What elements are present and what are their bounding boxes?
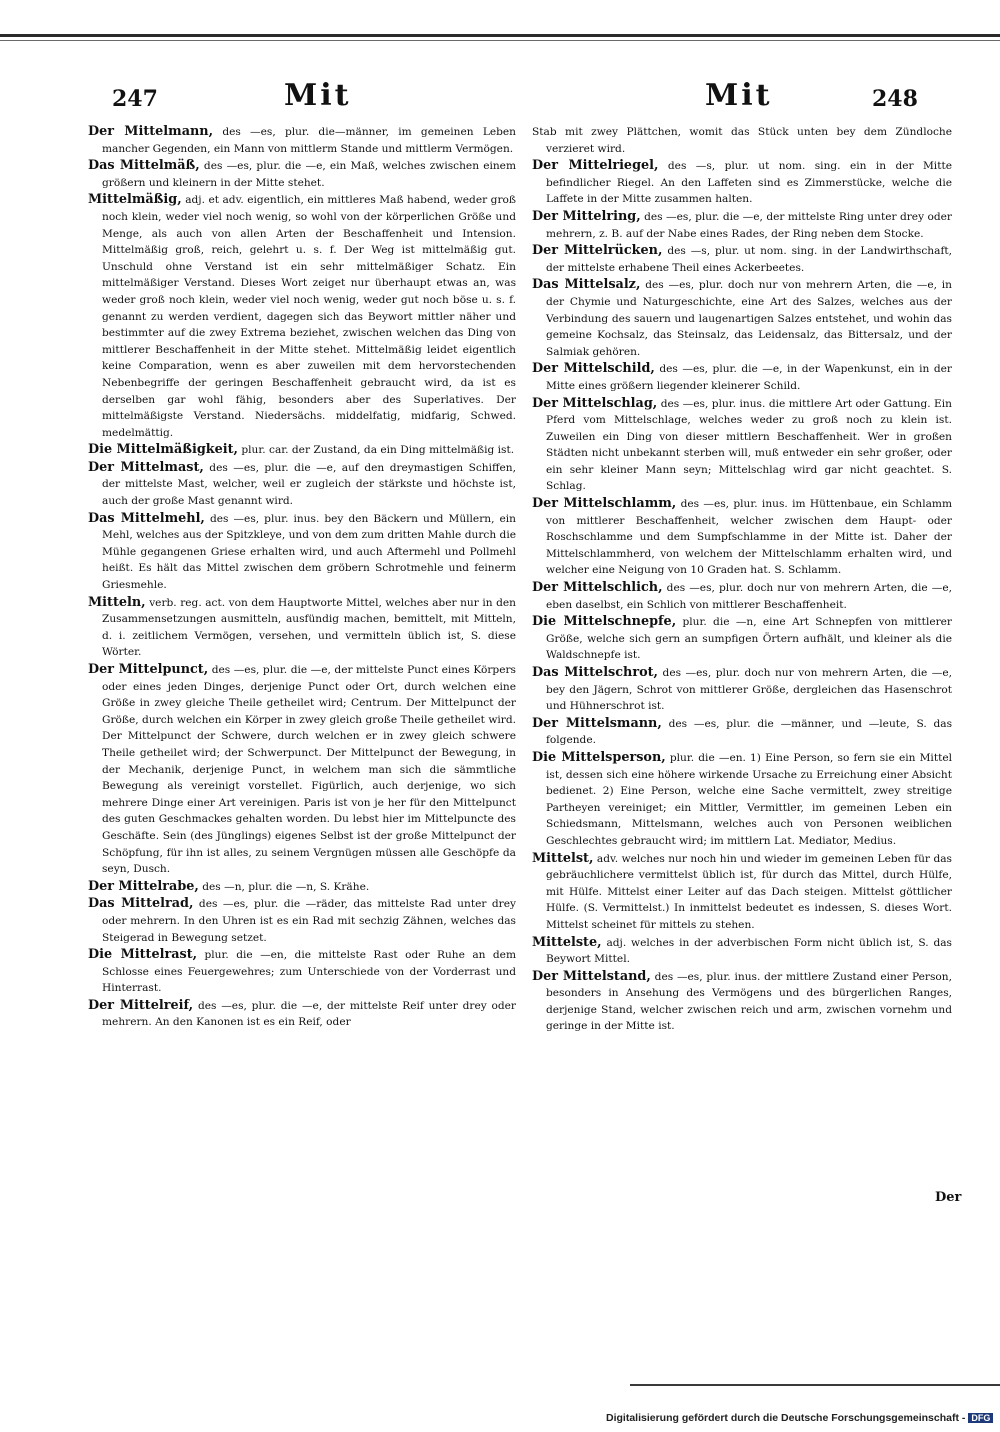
entry-headword: Der Mittelschlag, — [532, 395, 658, 411]
entry-headword: Das Mittelmehl, — [88, 510, 205, 526]
dictionary-entry — [532, 969, 952, 1035]
entry-headword: Der Mittelschlamm, — [532, 496, 677, 512]
dictionary-entry — [532, 716, 952, 749]
entry-headword: Mitteln, — [88, 594, 146, 610]
left-column — [88, 124, 516, 1032]
dictionary-entry — [88, 595, 516, 661]
entry-definition: plur. die —n, eine Art Schnepfen von mittlerer Größe, welche sich gern an sumpfigen Örtern aufhält, und kleiner als die Waldschnepfe ist. — [546, 616, 952, 662]
right-column — [532, 124, 952, 1036]
entry-definition: des —es, plur. die —e, der mittelste Reif unter drey oder mehrern. An den Kanonen ist es ein Reif, oder — [102, 999, 516, 1029]
dictionary-entry — [532, 935, 952, 968]
dictionary-entry — [532, 209, 952, 242]
digitization-credit — [606, 1412, 993, 1424]
dfg-logo: DFG — [968, 1413, 993, 1423]
entry-definition: des —es, plur. inus. die mittlere Art oder Gattung. Ein Pferd vom Mittelschlage, welches weder zu groß noch zu klein ist. Zuweilen ein Ding von dieser mittlern Beschaffenheit. Wer in großen Städten nicht unbekannt sterben will, muß entweder ein sehr großer, oder ein sehr kleiner Mann seyn; Mittelschlag wird gar nicht geachtet. S. Schlag. — [546, 397, 952, 493]
top-border-rule — [0, 34, 1000, 37]
entry-headword: Das Mittelmäß, — [88, 158, 200, 174]
entry-headword: Der Mittelpunct, — [88, 662, 209, 677]
entry-headword: Die Mittelschnepfe, — [532, 614, 677, 630]
dictionary-entry — [88, 511, 516, 594]
entry-definition: des —es, plur. die —e, der mittelste Ring unter drey oder mehrern, z. B. auf der Nabe eines Rades, der Ring neben dem Stocke. — [546, 210, 952, 240]
entry-headword: Mittelst, — [532, 850, 594, 866]
dictionary-entry — [88, 879, 516, 896]
digitization-credit-text: Digitalisierung gefördert durch die Deutsche Forschungsgemeinschaft - — [606, 1412, 966, 1424]
entry-definition: des —es, plur. inus. bey den Bäckern und Müllern, ein Mehl, welches aus der Spitzkleye, und von dem zum dritten Mahle durch die Mühle gegangenen Griese erhalten wird, und auch Aftermehl und Pollmehl heißt. Es hält das Mittel zwischen dem gröbern Schrotmehle und feinerm Griesmehle. — [102, 512, 516, 592]
right-running-head: Mit — [705, 78, 773, 113]
top-border-rule-thin — [0, 40, 1000, 41]
dictionary-entry — [532, 496, 952, 579]
dictionary-entry — [88, 124, 516, 157]
left-running-head: Mit — [284, 78, 352, 113]
entry-definition: adj. et adv. eigentlich, ein mittleres Maß habend, weder groß noch klein, weder viel noch wenig, so wohl von der körperlichen Größe und Menge, als auch von allen Arten der Beschaffenheit und Intension. Mittelmäßig groß, reich, gelehrt u. s. f. Der Weg ist mittelmäßig gut. Unschuld ohne Verstand ist ein sehr mittelmäßiger Schatz. Ein mittelmäßiger Verstand. Dieses Wort zeiget nur überhaupt etwas an, was weder groß noch klein, weder viel noch wenig, weder gut noch böse u. s. f. genannt zu werden verdient, dagegen sich das Beywort mittler näher und bestimmter auf die zwey Extrema beziehet, zwischen welchen das Ding von mittlerer Beschaffenheit in der Mitte stehet. Mittelmäßig leidet eigentlich keine Comparation, wenn es aber zuweilen mit dem hervorstechenden Nebenbegriffe der geringen Beschaffenheit gebraucht wird, da ist es derselben gar wohl fähig, besonders aber des Superlatives. Der mittelmäßigste Verstand. Niedersächs. middelfatig, midfarig, Schwed. medelmättig. — [102, 194, 516, 439]
dictionary-entry — [532, 614, 952, 664]
entry-headword: Die Mittelmäßigkeit, — [88, 442, 239, 458]
entry-headword: Das Mittelrad, — [88, 896, 194, 912]
entry-headword: Die Mittelsperson, — [532, 749, 666, 765]
entry-headword: Der Mittelrücken, — [532, 243, 663, 259]
entry-headword: Der Mittelring, — [532, 208, 641, 224]
dictionary-entry — [532, 580, 952, 613]
entry-headword: Der Mittelsmann, — [532, 715, 662, 731]
entry-headword: Die Mittelrast, — [88, 947, 198, 963]
right-page-number: 248 — [872, 86, 918, 112]
dictionary-entry — [532, 665, 952, 715]
entry-definition: des —n, plur. die —n, S. Krähe. — [202, 880, 370, 893]
dictionary-entry — [532, 396, 952, 496]
entry-headword: Der Mittelriegel, — [532, 158, 659, 174]
entry-definition: des —es, plur. die —e, ein Maß, welches zwischen einem größern und kleinern in der Mitte stehet. — [102, 160, 516, 189]
entry-definition: des —es, plur. die —männer, und —leute, S. das folgende. — [546, 717, 952, 747]
dictionary-entry — [532, 361, 952, 394]
dictionary-entry — [88, 192, 516, 441]
entry-definition: verb. reg. act. von dem Hauptworte Mittel, welches aber nur in den Zusammensetzungen ausmitteln, ausfündig machen, bemittelt, mit Mitteln, d. i. zeitlichem Vermögen, versehen, und vermitteln üblich ist, S. diese Wörter. — [102, 596, 516, 659]
dictionary-entry — [88, 947, 516, 997]
entry-definition: des —es, plur. inus. der mittlere Zustand einer Person, besonders in Ansehung des Vermögens und des bürgerlichen Ranges, derjenige Stand, welcher zwischen reich und arm, zwischen vornehm und geringe in der Mitte ist. — [546, 970, 952, 1033]
dictionary-entry — [88, 158, 516, 191]
entry-definition: plur. die —en. 1) Eine Person, so fern sie ein Mittel ist, dessen sich eine höhere wirkende Ursache zu Erreichung einer Absicht bedienet. 2) Eine Person, welche eine Sache vermittelt, zwey streitige Partheyen vereiniget; ein Mittler, Vermittler, im gemeinen Leben ein Schiedsmann, Mittelsmann, welches auch von Personen weiblichen Geschlechtes gebraucht wird; im mittlern Lat. Mediator, Medius. — [546, 751, 952, 847]
left-page-number: 247 — [112, 86, 158, 112]
entry-headword: Der Mittelmast, — [88, 459, 204, 475]
entry-definition: des —es, plur. doch nur von mehrern Arten, die —e, in der Chymie und Naturgeschichte, eine Art des Salzes, welches aus der Verbindung des sauern und laugenartigen Salzes entstehet, und wohin das gemeine Kochsalz, das Steinsalz, das Leidensalz, das Bittersalz, und der Salmiak gehören. — [546, 279, 952, 358]
dictionary-entry — [88, 460, 516, 510]
dictionary-entry — [88, 896, 516, 946]
dictionary-entry — [88, 998, 516, 1031]
dictionary-entry — [532, 158, 952, 208]
dictionary-entry — [532, 851, 952, 934]
entry-definition: des —es, plur. die —e, in der Wapenkunst, ein in der Mitte eines größern liegender kleinerer Schild. — [546, 363, 952, 392]
entry-definition: des —es, plur. die —e, der mittelste Punct eines Körpers oder eines jeden Dinges, derjenige Punct oder Ort, durch welchen eine Größe in zwey gleiche Theile getheilet wird; Centrum. Der Mittelpunct der Größe, durch welchen ein Körper in zwey gleich große Theile getheilet wird. Der Mittelpunct der Schwere, durch welchen er in zwey gleich schwere Theile getheilet wird; der Schwerpunct. Der Mittelpunct der Bewegung, in der Mechanik, derjenige Punct, in welchem man sich die sämmtliche Bewegung als vereinigt vorstellet. Figürlich, auch derjenige, wo sich mehrere Dinge einer Art vereinigen. Paris ist von je her für den Mittelpunct des guten Geschmackes gehalten worden. Du lebst hier im Mittelpuncte des Geschäfte. Sein (des Jünglings) eigenes Selbst ist der große Mittelpunct der Schöpfung, für ihn ist alles, zu seinem Vergnügen müssen alle Geschöpfe da seyn, Dusch. — [102, 664, 516, 876]
entry-headword: Der Mittelschild, — [532, 361, 655, 377]
entry-headword: Der Mittelstand, — [532, 968, 651, 984]
entry-headword: Der Mittelmann, — [88, 124, 214, 139]
entry-definition: adv. welches nur noch hin und wieder im gemeinen Leben für das gebräuchlichere vermittelst üblich ist, für durch das Mittel, durch Hülfe, mit Hülfe. Mittelst einer Leiter auf das Dach steigen. Mittelst göttlicher Hülfe. (S. Vermittelst.) In inmittelst bedeutet es indessen, S. dieses Wort. Mittelst scheinet für mittels zu stehen. — [546, 852, 952, 931]
entry-headword: Mittelste, — [532, 934, 602, 950]
entry-definition: adj. welches in der adverbischen Form nicht üblich ist, S. das Beywort Mittel. — [546, 936, 952, 966]
entry-headword: Der Mittelreif, — [88, 997, 194, 1013]
entry-definition: des —s, plur. ut nom. sing. ein in der Mitte befindlicher Riegel. An den Laffeten sind es Zimmerstücke, welche die Laffete in der Mitte zusammen halten. — [546, 160, 952, 206]
entry-definition: des —es, plur. die —e, auf den dreymastigen Schiffen, der mittelste Mast, welcher, weil er zugleich der stärkste und höchste ist, auch der große Mast genannt wird. — [102, 461, 516, 508]
entry-definition: des —es, plur. doch nur von mehrern Arten, die —e, eben daselbst, ein Schlich von mittlerer Beschaffenheit. — [546, 582, 952, 611]
entry-headword: Mittelmäßig, — [88, 192, 182, 208]
catchword: Der — [935, 1190, 962, 1205]
entry-definition: des —es, plur. die —räder, das mittelste Rad unter drey oder mehrern. In den Uhren ist es ein Rad mit sechzig Zähnen, welches das Steigerad in Bewegung setzet. — [102, 898, 516, 944]
entry-definition: des —es, plur. doch nur von mehrern Arten, die —e, bey den Jägern, Schrot von mittlerer Größe, dergleichen das Hasenschrot und Hühnerschrot ist. — [546, 667, 952, 713]
dictionary-entry — [532, 243, 952, 276]
entry-definition: plur. die —en, die mittelste Rast oder Ruhe an dem Schlosse eines Feuergewehres; zum Unterschiede von der Vorderrast und Hinterrast. — [102, 949, 516, 995]
entry-definition: des —es, plur. die—männer, im gemeinen Leben mancher Gegenden, ein Mann von mittlerm Stande und mittlerm Vermögen. — [102, 126, 517, 155]
entry-definition: Stab mit zwey Plättchen, womit das Stück unten bey dem Zündloche verzieret wird. — [532, 126, 952, 155]
entry-headword: Der Mittelrabe, — [88, 878, 199, 894]
entry-definition: plur. car. der Zustand, da ein Ding mittelmäßig ist. — [241, 444, 515, 457]
dictionary-entry — [88, 662, 516, 878]
dictionary-entry — [532, 750, 952, 850]
entry-headword: Das Mittelsalz, — [532, 277, 641, 293]
dictionary-entry-continuation — [532, 124, 952, 157]
entry-headword: Das Mittelschrot, — [532, 665, 659, 680]
dictionary-entry — [532, 277, 952, 360]
dictionary-entry — [88, 442, 516, 459]
entry-headword: Der Mittelschlich, — [532, 580, 663, 596]
footer-rule — [630, 1384, 1000, 1386]
entry-definition: des —s, plur. ut nom. sing. in der Landwirthschaft, der mittelste erhabene Theil eines Ackerbeetes. — [546, 245, 952, 274]
entry-definition: des —es, plur. inus. im Hüttenbaue, ein Schlamm von mittlerer Beschaffenheit, welcher zwischen dem Haupt- oder Roschschlamme und dem Sumpfschlamme in der Mitte ist. Daher der Mittelschlammherd, von welchem der Mittelschlamm erhalten wird, und welcher eine Neigung von 10 Graden hat. S. Schlamm. — [546, 498, 952, 577]
